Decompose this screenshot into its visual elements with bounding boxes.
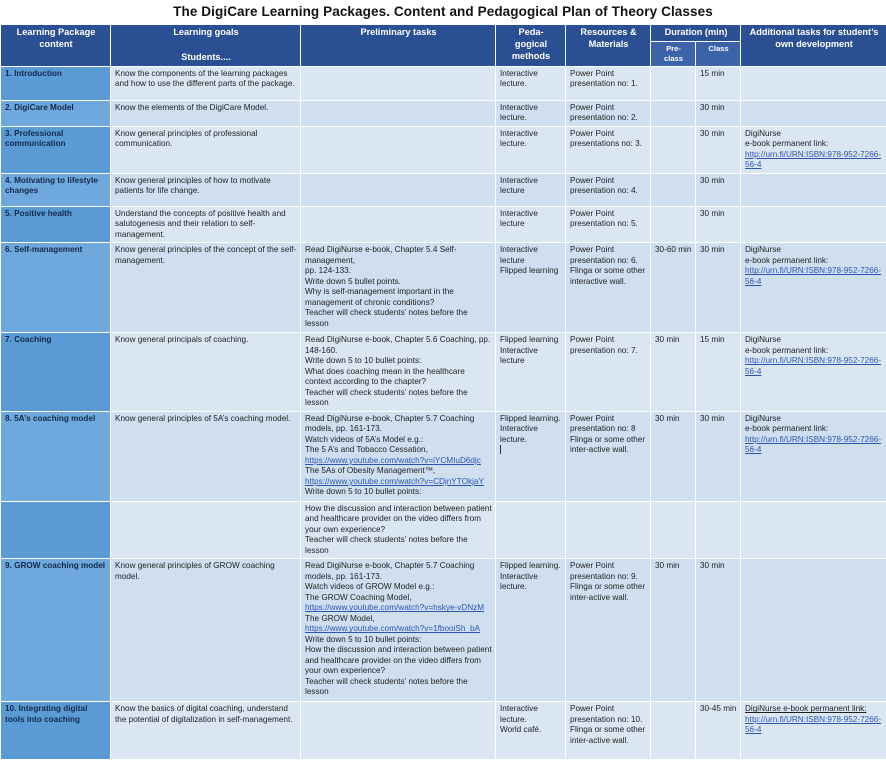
cell-learning-goals: Know general principles of GROW coaching model. [111,559,301,702]
cell-line: 7. Coaching [5,335,107,346]
cell-resources-materials: Power Point presentation no: 7. [566,333,651,412]
additional-task-line: e-book permanent link: [745,256,883,267]
cell-preliminary-tasks [301,206,496,243]
preliminary-task-link[interactable]: https://www.youtube.com/watch?v=iYCMIuD6djc [305,456,481,465]
table-row [1,702,886,760]
preclass-line-2: class [655,54,692,64]
cell-duration-preclass [651,66,696,100]
cell-resources-materials: Power Point presentation no: 10. Flinga or some other inter-active wall. [566,702,651,760]
additional-task-line: DigiNurse [745,129,883,140]
table-row [1,173,886,206]
cell-line: pp. 124-133. [305,266,492,277]
preliminary-task-line: Watch videos of 5A’s Model e.g.: [305,435,492,446]
cell-duration-class: 30 min [696,126,741,173]
col-header-preliminary-tasks: Preliminary tasks [301,25,496,67]
cell-line: 2. DigiCare Model [5,103,107,114]
table-row [1,411,886,501]
table-row [1,206,886,243]
cell-learning-goals: Know general principles of the concept of the self-management. [111,243,301,333]
table-body [1,66,886,760]
cell-line: Write down 5 to 10 bullet points: [305,356,492,367]
cell-additional-tasks [741,411,886,501]
cell-resources-materials: Power Point presentation no: 2. [566,100,651,126]
cell-duration-preclass [651,702,696,760]
preliminary-task-link[interactable]: https://www.youtube.com/watch?v=1fbooiSh_bA [305,624,480,633]
cell-pedagogical-methods [496,206,566,243]
cell-preliminary-tasks [301,702,496,760]
cell-learning-package [1,126,111,173]
cell-pedagogical-methods [496,126,566,173]
pedagogical-line-2: gogical [500,39,562,51]
preliminary-task-line: Watch videos of GROW Model e.g.: [305,582,492,593]
cell-line: Interactive lecture [500,209,562,230]
cell-pedagogical-methods [496,411,566,501]
cell-preliminary-tasks [301,100,496,126]
cell-additional-tasks [741,100,886,126]
preliminary-task-line: The 5As of Obesity Management™, [305,466,492,477]
cell-resources-materials: Power Point presentation no: 1. [566,66,651,100]
cell-additional-tasks [741,243,886,333]
cell-line: Interactive lecture [500,245,562,266]
cell-line: World café. [500,725,562,736]
col-header-duration: Duration (min) [651,25,741,42]
cell-line: How the discussion and interaction between patient and healthcare provider on the video differs from your own experience? [305,504,492,536]
table-row [1,126,886,173]
cell-pedagogical-methods [496,501,566,559]
additional-task-link[interactable]: http://urn.fi/URN:ISBN:978-952-7266-56-4 [745,150,881,170]
cell-resources-materials: Power Point presentation no: 6. Flinga or some other interactive wall. [566,243,651,333]
preliminary-task-line: Read DigiNurse e-book, Chapter 5.7 Coaching models, pp. 161-173. [305,561,492,582]
cell-line: Teacher will check students’ notes before the lesson [305,308,492,329]
additional-task-line: e-book permanent link: [745,346,883,357]
cell-duration-class: 30 min [696,411,741,501]
cell-duration-class [696,501,741,559]
cell-preliminary-tasks [301,333,496,412]
cell-line: Interactive lecture [500,176,562,197]
additional-task-line: e-book permanent link: [745,139,883,150]
pedagogical-line-1: Peda- [500,27,562,39]
cell-preliminary-tasks [301,126,496,173]
col-header-learning-goals-text: Learning goals [115,27,297,39]
col-header-pedagogical-methods [496,25,566,67]
cell-duration-preclass [651,100,696,126]
cell-resources-materials: Power Point presentation no: 8 Flinga or some other inter-active wall. [566,411,651,501]
preliminary-task-line: Read DigiNurse e-book, Chapter 5.7 Coaching models, pp. 161-173. [305,414,492,435]
cell-duration-preclass: 30-60 min [651,243,696,333]
preliminary-task-line: Teacher will check students’ notes before the lesson [305,677,492,698]
cell-learning-package [1,559,111,702]
cell-line: Flipped learning [500,335,562,346]
cell-learning-goals [111,501,301,559]
cell-pedagogical-methods [496,333,566,412]
cell-learning-goals: Know general principals of coaching. [111,333,301,412]
pedagogical-plan-table [0,24,886,760]
cell-duration-class: 15 min [696,66,741,100]
cell-learning-goals: Understand the concepts of positive health and salutogenesis and their relation to self-management. [111,206,301,243]
cell-learning-goals: Know the elements of the DigiCare Model. [111,100,301,126]
cell-preliminary-tasks [301,501,496,559]
pedagogical-line-3: methods [500,51,562,63]
preliminary-task-line: Write down 5 to 10 bullet points: [305,635,492,646]
cell-duration-preclass [651,173,696,206]
cell-duration-class: 30-45 min [696,702,741,760]
table-row [1,559,886,702]
additional-task-line: DigiNurse e-book permanent link: [745,704,883,715]
col-header-learning-goals [111,25,301,67]
cell-learning-goals: Know the components of the learning packages and how to use the different parts of the package. [111,66,301,100]
additional-task-link[interactable]: http://urn.fi/URN:ISBN:978-952-7266-56-4 [745,266,881,286]
cell-line: Write down 5 bullet points. [305,277,492,288]
table-row [1,66,886,100]
cell-preliminary-tasks [301,66,496,100]
cell-pedagogical-methods [496,702,566,760]
cell-pedagogical-methods [496,100,566,126]
cell-duration-class: 30 min [696,559,741,702]
cell-pedagogical-methods [496,173,566,206]
cell-duration-class: 30 min [696,100,741,126]
cell-duration-preclass [651,126,696,173]
cell-learning-package [1,173,111,206]
cell-line: 5. Positive health [5,209,107,220]
cell-line: 9. GROW coaching model [5,561,107,572]
cell-line: Flipped learning [500,266,562,277]
additional-task-line: DigiNurse [745,245,883,256]
additional-task-line: e-book permanent link: [745,424,883,435]
cell-line: 3. Professional communication [5,129,107,150]
cell-learning-goals: Know general principles of professional communication. [111,126,301,173]
cell-duration-class: 30 min [696,173,741,206]
cell-additional-tasks [741,501,886,559]
table-row [1,243,886,333]
cell-learning-goals: Know general principles of 5A’s coaching model. [111,411,301,501]
cell-line: Interactive lecture. [500,704,562,725]
cell-learning-package [1,333,111,412]
additional-task-link[interactable]: http://urn.fi/URN:ISBN:978-952-7266-56-4 [745,715,881,735]
cell-pedagogical-methods [496,66,566,100]
preliminary-task-line: How the discussion and interaction between patient and healthcare provider on the video differs from your own experience? [305,645,492,677]
cell-duration-preclass: 30 min [651,411,696,501]
preliminary-task-line: The GROW Model, [305,614,492,625]
cell-line: 6. Self-management [5,245,107,256]
cell-resources-materials [566,501,651,559]
cell-line: Interactive lecture [500,346,562,367]
preliminary-task-line: The GROW Coaching Model, [305,593,492,604]
cell-line: What does coaching mean in the healthcare context according to the chapter? [305,367,492,388]
cell-duration-preclass: 30 min [651,333,696,412]
additional-task-line: DigiNurse [745,335,883,346]
cell-duration-preclass [651,206,696,243]
cell-line: Interactive lecture. [500,424,562,445]
cell-additional-tasks [741,126,886,173]
cell-line: Teacher will check students’ notes before the lesson [305,535,492,556]
cell-line: 4. Motivating to lifestyle changes [5,176,107,197]
cell-duration-class: 30 min [696,206,741,243]
cell-additional-tasks [741,206,886,243]
text-cursor [500,445,501,454]
table-header [1,25,886,67]
col-header-duration-preclass [651,42,696,67]
col-header-learning-goals-students: Students.... [115,52,297,64]
preliminary-task-line: Write down 5 to 10 bullet points: [305,487,492,498]
page-title: The DigiCare Learning Packages. Content and Pedagogical Plan of Theory Classes [0,0,886,24]
cell-preliminary-tasks [301,173,496,206]
table-row [1,501,886,559]
additional-task-link[interactable]: http://urn.fi/URN:ISBN:978-952-7266-56-4 [745,356,881,376]
cell-additional-tasks [741,702,886,760]
cell-duration-class: 30 min [696,243,741,333]
cell-learning-package [1,501,111,559]
cell-learning-package [1,206,111,243]
cell-line: Flipped learning. [500,561,562,572]
cell-preliminary-tasks [301,243,496,333]
cell-resources-materials: Power Point presentation no: 5. [566,206,651,243]
col-header-additional-tasks: Additional tasks for student’s own development [741,25,886,67]
cell-learning-package [1,66,111,100]
additional-task-line: DigiNurse [745,414,883,425]
cell-line: Teacher will check students’ notes before the lesson [305,388,492,409]
cell-preliminary-tasks [301,559,496,702]
col-header-learning-package: Learning Package content [1,25,111,67]
cell-line: Interactive lecture. [500,103,562,124]
preclass-line-1: Pre- [655,44,692,54]
table-row [1,100,886,126]
cell-learning-package [1,100,111,126]
cell-line: 1. Introduction [5,69,107,80]
cell-duration-preclass: 30 min [651,559,696,702]
cell-duration-preclass [651,501,696,559]
cell-resources-materials: Power Point presentation no: 4. [566,173,651,206]
preliminary-task-link[interactable]: https://www.youtube.com/watch?v=hskye-vDNzM [305,603,484,612]
cell-line: Read DigiNurse e-book, Chapter 5.6 Coaching, pp. 148-160. [305,335,492,356]
col-header-duration-class: Class [696,42,741,67]
cell-learning-package [1,243,111,333]
cell-line: Flipped learning. [500,414,562,425]
cell-additional-tasks [741,559,886,702]
col-header-resources-materials: Resources & Materials [566,25,651,67]
cell-line: Interactive lecture. [500,572,562,593]
cell-line: 8. 5A’s coaching model [5,414,107,425]
cell-additional-tasks [741,333,886,412]
cell-line: Read DigiNurse e-book, Chapter 5.4 Self-management, [305,245,492,266]
cell-resources-materials: Power Point presentation no: 9. Flinga or some other inter-active wall. [566,559,651,702]
cell-resources-materials: Power Point presentations no: 3. [566,126,651,173]
cell-preliminary-tasks [301,411,496,501]
table-row [1,333,886,412]
cell-duration-class: 15 min [696,333,741,412]
cell-line: Interactive lecture. [500,129,562,150]
cell-line: 10. Integrating digital tools into coaching [5,704,107,725]
cell-line: Interactive lecture. [500,69,562,90]
preliminary-task-link[interactable]: https://www.youtube.com/watch?v=CDjnYTOkjaY [305,477,484,486]
cell-line: Why is self-management important in the management of chronic conditions? [305,287,492,308]
header-row-main [1,25,886,42]
cell-learning-package [1,411,111,501]
cell-learning-goals: Know the basics of digital coaching, understand the potential of digitalization in self-management. [111,702,301,760]
cell-pedagogical-methods [496,559,566,702]
cell-pedagogical-methods [496,243,566,333]
cell-additional-tasks [741,173,886,206]
cell-learning-package [1,702,111,760]
cell-additional-tasks [741,66,886,100]
additional-task-link[interactable]: http://urn.fi/URN:ISBN:978-952-7266-56-4 [745,435,881,455]
cell-learning-goals: Know general principles of how to motivate patients for life change. [111,173,301,206]
preliminary-task-line: The 5 A’s and Tobacco Cessation, [305,445,492,456]
